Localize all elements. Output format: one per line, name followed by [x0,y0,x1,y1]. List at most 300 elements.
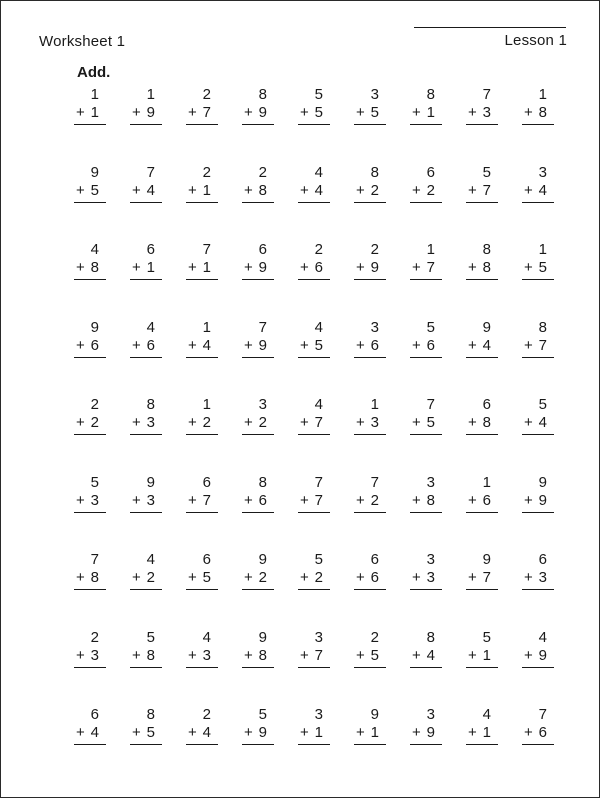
addend-bottom-line [298,569,330,590]
addend-top: 7 [202,241,211,258]
addend-bottom-line [466,492,498,513]
addend-bottom: 9 [538,646,547,664]
addend-bottom-line [74,492,106,513]
addend-bottom: 9 [258,259,267,276]
addition-problem [396,706,452,750]
addend-bottom-line [242,569,274,590]
lesson-label: Lesson 1 [504,32,567,49]
addend-bottom: 8 [90,259,99,276]
addend-bottom-line [242,414,274,435]
addend-bottom-line [74,647,106,668]
addend-bottom: 3 [538,569,547,586]
problem-row [60,319,564,397]
plus-sign: + [300,646,309,664]
plus-sign: + [356,181,365,199]
addend-top: 6 [202,551,211,568]
plus-sign: + [76,336,85,354]
addend-bottom: 3 [426,569,435,586]
addend-bottom: 8 [482,414,491,431]
addend-top: 8 [146,396,155,413]
addition-problem [60,706,116,750]
addend-top: 9 [90,318,99,336]
addend-bottom: 7 [202,104,211,121]
addition-problem [228,164,284,208]
problem-row [60,706,564,784]
addend-bottom-line [242,104,274,125]
addend-bottom-line [466,259,498,280]
plus-sign: + [132,569,141,586]
addend-bottom: 8 [258,646,267,664]
addend-bottom: 1 [202,259,211,276]
addend-bottom-line [130,337,162,358]
plus-sign: + [244,569,253,586]
addend-top: 7 [538,706,547,723]
addend-bottom: 9 [370,259,379,276]
plus-sign: + [244,724,253,741]
addition-problem [508,164,564,208]
addend-bottom-line [74,104,106,125]
addend-bottom-line [522,414,554,435]
addition-problem [60,474,116,518]
addition-problem [508,319,564,363]
addend-bottom: 2 [426,181,435,199]
addend-bottom: 5 [314,104,323,121]
addend-bottom-line [298,647,330,668]
addend-bottom: 4 [426,646,435,664]
addend-top: 7 [258,318,267,336]
addend-bottom-line [74,337,106,358]
addend-bottom: 3 [90,646,99,664]
addend-bottom-line [298,104,330,125]
plus-sign: + [76,414,85,431]
plus-sign: + [356,569,365,586]
addend-bottom-line [130,104,162,125]
addend-top: 1 [90,86,99,103]
addition-problem [172,164,228,208]
problem-row [60,396,564,474]
problem-row [60,241,564,319]
addend-bottom-line [242,337,274,358]
addition-problem [508,474,564,518]
addend-bottom-line [466,724,498,745]
addend-bottom-line [130,492,162,513]
addition-problem [172,551,228,595]
addend-bottom-line [298,259,330,280]
plus-sign: + [300,104,309,121]
addend-bottom-line [354,182,386,203]
plus-sign: + [412,414,421,431]
plus-sign: + [132,491,141,509]
addend-bottom: 2 [370,491,379,509]
addition-problem [340,551,396,595]
addend-bottom-line [242,259,274,280]
addend-bottom: 7 [426,259,435,276]
addition-problem [396,241,452,285]
plus-sign: + [300,259,309,276]
addend-bottom: 9 [146,104,155,121]
plus-sign: + [188,104,197,121]
addend-bottom-line [522,647,554,668]
addend-top: 6 [258,241,267,258]
addend-bottom-line [186,104,218,125]
plus-sign: + [524,646,533,664]
addend-top: 1 [538,86,547,103]
plus-sign: + [524,259,533,276]
addend-top: 3 [370,318,379,336]
addition-problem [116,86,172,130]
addend-top: 9 [482,318,491,336]
addend-bottom-line [410,724,442,745]
addend-bottom-line [186,492,218,513]
addition-problem [172,706,228,750]
plus-sign: + [132,259,141,276]
addend-bottom-line [354,259,386,280]
addition-problem [228,86,284,130]
addend-top: 6 [146,241,155,258]
addend-bottom: 1 [314,724,323,741]
addition-problem [172,319,228,363]
addition-problem [60,629,116,673]
addend-top: 4 [538,628,547,646]
addition-problem [284,629,340,673]
addition-problem [508,241,564,285]
addend-bottom-line [522,492,554,513]
addition-problem [284,396,340,440]
plus-sign: + [412,181,421,199]
addition-problem [452,474,508,518]
plus-sign: + [356,104,365,121]
addend-bottom-line [522,104,554,125]
addition-problem [116,164,172,208]
addend-bottom-line [242,182,274,203]
addition-problem [60,551,116,595]
addend-bottom-line [298,414,330,435]
addend-bottom-line [410,104,442,125]
addend-bottom: 4 [538,181,547,199]
addend-bottom: 8 [90,569,99,586]
addition-problem [340,474,396,518]
addend-bottom: 3 [370,414,379,431]
addend-bottom-line [354,647,386,668]
addend-bottom-line [410,259,442,280]
addition-problem [508,551,564,595]
addition-problem [452,164,508,208]
addend-bottom: 5 [202,569,211,586]
plus-sign: + [188,414,197,431]
addition-problem [508,629,564,673]
addition-problem [228,319,284,363]
addition-problem [452,629,508,673]
addend-bottom: 3 [146,414,155,431]
addend-top: 9 [90,163,99,181]
plus-sign: + [300,569,309,586]
addition-problem [116,551,172,595]
plus-sign: + [188,181,197,199]
plus-sign: + [412,259,421,276]
plus-sign: + [188,259,197,276]
plus-sign: + [132,104,141,121]
addition-problem [172,241,228,285]
addend-bottom-line [522,569,554,590]
addition-problem [396,474,452,518]
addition-problem [116,241,172,285]
plus-sign: + [188,336,197,354]
addend-top: 8 [258,473,267,491]
plus-sign: + [300,181,309,199]
addend-top: 1 [202,318,211,336]
addend-bottom: 4 [202,724,211,741]
addend-bottom-line [466,337,498,358]
problem-row [60,164,564,242]
addend-bottom: 6 [370,569,379,586]
addend-bottom: 1 [146,259,155,276]
addition-problem [60,164,116,208]
addition-problem [116,629,172,673]
plus-sign: + [188,646,197,664]
addend-bottom: 5 [370,646,379,664]
plus-sign: + [244,336,253,354]
addend-top: 2 [202,86,211,103]
addend-bottom: 4 [482,336,491,354]
plus-sign: + [468,646,477,664]
addend-top: 3 [538,163,547,181]
addend-top: 1 [202,396,211,413]
plus-sign: + [300,336,309,354]
plus-sign: + [524,181,533,199]
addend-top: 3 [314,706,323,723]
addend-bottom: 6 [258,491,267,509]
addend-top: 3 [426,473,435,491]
addition-problem [228,706,284,750]
plus-sign: + [300,724,309,741]
addend-bottom: 9 [258,724,267,741]
addend-top: 1 [146,86,155,103]
addend-bottom-line [74,259,106,280]
addition-problem [60,241,116,285]
instruction-label: Add. [77,64,111,81]
plus-sign: + [244,414,253,431]
plus-sign: + [468,259,477,276]
plus-sign: + [524,336,533,354]
plus-sign: + [524,414,533,431]
addend-bottom: 8 [426,491,435,509]
addend-bottom: 7 [314,491,323,509]
addend-top: 3 [258,396,267,413]
addend-bottom-line [410,414,442,435]
worksheet-title: Worksheet 1 [39,33,126,50]
addend-bottom-line [186,569,218,590]
plus-sign: + [76,724,85,741]
addend-top: 7 [146,163,155,181]
plus-sign: + [524,724,533,741]
addend-bottom: 1 [202,181,211,199]
addend-bottom: 5 [538,259,547,276]
addition-problem [508,86,564,130]
plus-sign: + [412,104,421,121]
plus-sign: + [188,724,197,741]
addend-top: 3 [426,551,435,568]
addend-bottom: 6 [426,336,435,354]
plus-sign: + [244,491,253,509]
addition-problem [452,319,508,363]
addition-problem [452,551,508,595]
addend-top: 1 [370,396,379,413]
addend-bottom-line [186,259,218,280]
addend-bottom-line [130,182,162,203]
problem-row [60,551,564,629]
addend-top: 7 [314,473,323,491]
plus-sign: + [468,491,477,509]
addend-top: 3 [370,86,379,103]
addend-bottom: 2 [258,569,267,586]
plus-sign: + [356,259,365,276]
addend-bottom: 2 [202,414,211,431]
addend-bottom: 7 [538,336,547,354]
addend-top: 8 [426,86,435,103]
addition-problem [60,86,116,130]
addend-bottom: 1 [426,104,435,121]
plus-sign: + [244,181,253,199]
addition-problem [396,164,452,208]
addend-top: 8 [538,318,547,336]
addend-top: 4 [314,318,323,336]
addition-problem [116,319,172,363]
addend-bottom-line [522,259,554,280]
addend-top: 1 [426,241,435,258]
plus-sign: + [76,491,85,509]
addend-bottom-line [130,569,162,590]
plus-sign: + [412,646,421,664]
addition-problem [116,706,172,750]
addend-bottom-line [522,182,554,203]
addend-bottom: 7 [314,414,323,431]
plus-sign: + [468,414,477,431]
addition-problem [340,164,396,208]
plus-sign: + [76,259,85,276]
plus-sign: + [76,646,85,664]
addend-top: 2 [90,628,99,646]
addend-bottom: 6 [482,491,491,509]
addend-bottom: 8 [538,104,547,121]
plus-sign: + [356,724,365,741]
addend-top: 2 [202,163,211,181]
addition-problem [452,241,508,285]
addend-bottom: 6 [538,724,547,741]
plus-sign: + [468,569,477,586]
addend-top: 8 [258,86,267,103]
addition-problem [508,706,564,750]
addend-bottom-line [186,414,218,435]
addend-bottom: 8 [258,181,267,199]
plus-sign: + [76,181,85,199]
addend-bottom-line [410,182,442,203]
addend-top: 6 [370,551,379,568]
plus-sign: + [468,724,477,741]
addend-top: 8 [426,628,435,646]
addition-problem [340,706,396,750]
plus-sign: + [132,336,141,354]
addend-bottom: 3 [146,491,155,509]
addend-bottom: 2 [370,181,379,199]
addend-top: 5 [426,318,435,336]
addend-top: 6 [202,473,211,491]
addend-bottom: 8 [482,259,491,276]
addend-bottom-line [466,104,498,125]
addend-bottom-line [130,647,162,668]
problem-row [60,629,564,707]
addend-top: 4 [146,318,155,336]
addition-problem [228,241,284,285]
addend-top: 6 [538,551,547,568]
addend-bottom-line [466,647,498,668]
addend-bottom: 1 [90,104,99,121]
addend-bottom-line [410,647,442,668]
addend-bottom-line [354,569,386,590]
addend-bottom: 6 [314,259,323,276]
plus-sign: + [76,104,85,121]
addend-top: 4 [90,241,99,258]
addend-bottom-line [186,337,218,358]
plus-sign: + [244,259,253,276]
addend-bottom-line [186,182,218,203]
addend-bottom-line [354,104,386,125]
addend-bottom: 8 [146,646,155,664]
addition-problem [172,629,228,673]
addend-bottom-line [354,414,386,435]
addend-bottom: 7 [482,569,491,586]
addend-bottom-line [242,647,274,668]
addend-top: 1 [538,241,547,258]
plus-sign: + [412,491,421,509]
addend-bottom: 6 [90,336,99,354]
addition-problem [396,319,452,363]
addend-bottom: 9 [538,491,547,509]
addend-bottom: 1 [370,724,379,741]
addend-top: 2 [90,396,99,413]
plus-sign: + [412,569,421,586]
addend-bottom: 9 [426,724,435,741]
addend-bottom-line [298,182,330,203]
addition-problem [172,474,228,518]
addend-bottom-line [410,337,442,358]
addition-problem [452,86,508,130]
addend-bottom-line [74,724,106,745]
addend-bottom-line [242,492,274,513]
plus-sign: + [412,336,421,354]
addend-bottom: 7 [202,491,211,509]
addend-bottom-line [466,414,498,435]
plus-sign: + [524,569,533,586]
addition-problem [340,86,396,130]
addition-problem [452,706,508,750]
addend-top: 5 [314,86,323,103]
addition-problem [60,319,116,363]
addend-top: 9 [482,551,491,568]
addend-bottom: 2 [314,569,323,586]
addition-problem [340,319,396,363]
addend-bottom-line [466,182,498,203]
addend-top: 9 [370,706,379,723]
addition-problem [228,629,284,673]
addend-top: 9 [258,551,267,568]
addition-problem [284,241,340,285]
addend-top: 4 [314,163,323,181]
addend-top: 1 [482,473,491,491]
addition-problem [172,396,228,440]
addend-top: 8 [482,241,491,258]
addition-problem [284,474,340,518]
addend-bottom: 3 [90,491,99,509]
